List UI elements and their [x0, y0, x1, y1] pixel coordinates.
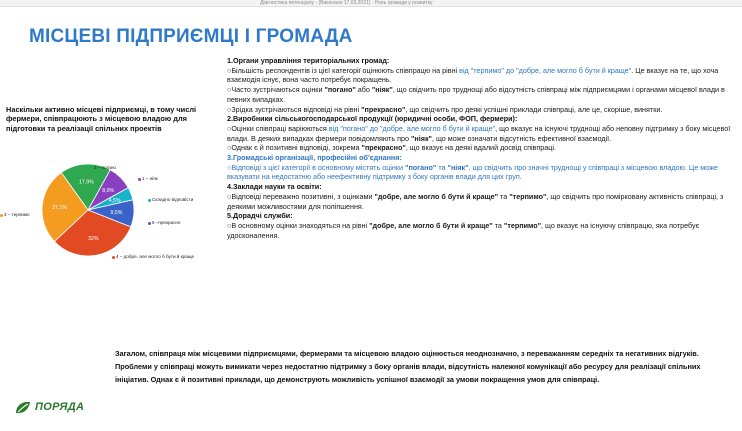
pie-slice-value-label: 27,1%	[52, 205, 67, 212]
chart-question: Наскільки активно місцеві підприємці, в тому числі фермери, співпрацюють з місцевою владою для підготовки та реалізації спільних проектів	[6, 105, 197, 133]
window-title: Діагностика потенціалу · (Виконано 17.03.2021) · Роль громади у розвитку	[260, 0, 433, 6]
pie-legend-label: 1 – ніяк	[142, 176, 158, 181]
pie-legend-marker	[0, 214, 3, 217]
leaf-logo-icon	[14, 400, 32, 416]
section-3-title: 3.Громадські організації, професійні об'єднання:	[227, 153, 402, 163]
logo-text: ПОРЯДА	[35, 401, 85, 413]
section-4-bullet-1: ○Відповіді переважно позитивні, з оцінками "добре, але могло б бути й краще" та "терпимо", що свідчить про помірковану активність співпраці, з деякими можливостями для поліпшення.	[227, 191, 724, 211]
pie-legend-marker	[90, 167, 93, 170]
section-1-bullet-1: ○Більшість респондентів із цієї категорії оцінюють співпрацю на рівні від "терпимо" до "добре, але могло б бути й краще". Це вказує на те, що хоча взаємодія існує, вона часто потребує покращень.	[227, 65, 719, 85]
pie-slice-value-label: 17,9%	[79, 179, 94, 186]
pie-legend-marker	[148, 222, 151, 225]
section-4-title: 4.Заклади науки та освіти:	[227, 182, 322, 192]
pie-legend-marker	[148, 199, 151, 202]
pie-legend-marker	[112, 256, 115, 259]
section-1-title: 1.Органи управління територіальних громад:	[227, 56, 390, 65]
pie-slice-value-label: 9,5%	[110, 210, 123, 217]
section-1-bullet-2: ○Часто зустрічаються оцінки "погано" або "ніяк", що свідчить про труднощі або відсутність співпраці між підприємцями і органами місцевої влади в певних випадках.	[227, 85, 725, 104]
pie-legend-label: 5 –прекрасно	[152, 220, 181, 225]
section-2-bullet-2: ○Однак є й позитивні відповіді, зокрема "прекрасно", що вказує на деякі вдалий досвід співпраці.	[227, 143, 556, 153]
pie-legend-marker	[138, 178, 141, 181]
section-1-bullet-3: ○Зрідка зустрічаються відповіді на рівні "прекрасно", що свідчить про деякі успішні приклади співпраці, але це, скоріше, винятки.	[227, 104, 663, 114]
section-2-bullet-1: ○Оцінки співпраці варіюються від "погано" до "добре, але могло б бути й краще", що вказує на існуючі труднощі або неповну підтримку з боку місцевої влади. В деяких випадках фермери повідомляють про "ніяк", що може означати відсутність ефективної взаємодії.	[227, 123, 731, 143]
pie-slice-value-label: 32%	[88, 236, 99, 243]
slide-title: МІСЦЕВІ ПІДПРИЄМЦІ І ГРОМАДА	[29, 26, 353, 47]
slide	[0, 8, 742, 431]
pie-legend-label: 4 – добре, але могло б бути й краще	[116, 254, 195, 259]
summary-text: Загалом, співпраця між місцевими підприємцями, фермерами та місцевою владою оцінюється неоднозначно, з переважанням середніх та негативних відгуків. Проблеми у співпраці можуть вимикати через недостатню підтримку з боку органів влади, відсутність належної комунікації або ресурсу для реалізації спільних ініціатив. Однак є й позитивні приклади, що демонструють можливість успішної взаємодії за умови покращення умов для співпраці.	[115, 349, 701, 385]
window-titlebar	[0, 0, 742, 7]
section-5-bullet-1: ○В основному оцінки знаходяться на рівні "добре, але могло б бути й краще" та "терпимо", що вказує на існуючу співпрацю, яка потребує удосконалення.	[227, 220, 700, 240]
pie-slice-value-label: 8,9%	[102, 187, 115, 194]
section-2-title: 2.Виробники сільськогосподарської продукції (юридичні особи, ФОП, фермери):	[227, 114, 518, 124]
pie-slice-value-label: 4,5%	[108, 197, 121, 204]
logo	[14, 398, 94, 418]
section-3-bullet-1: ○Відповіді з цієї категорії в основному містять оцінки "погано" та "ніяк", що свідчить про значні труднощі у співпраці з місцевою владою. Це може вказувати на недостатню або неефективну підтримку з боку органів влади для цих груп.	[227, 162, 718, 182]
pie-legend-label: 2 – погано	[94, 165, 116, 170]
pie-chart-svg	[18, 148, 228, 268]
pie-legend-label: 3 – терпимо	[4, 212, 30, 217]
pie-legend-label: Складно відповісти	[152, 197, 194, 202]
findings-text	[227, 56, 732, 240]
section-5-title: 5.Дорадчі служби:	[227, 211, 293, 221]
pie-chart	[4, 148, 228, 268]
